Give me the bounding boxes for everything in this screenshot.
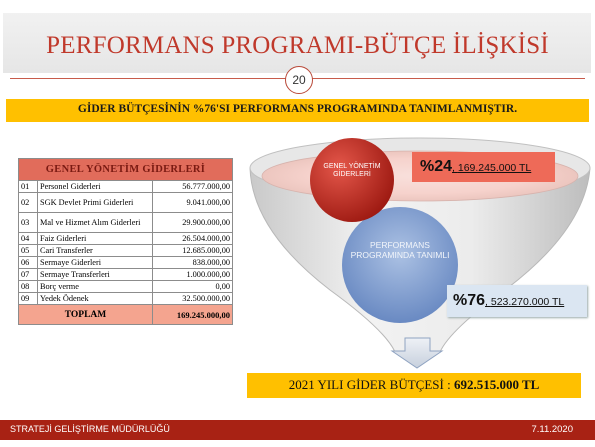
table-row bbox=[19, 257, 233, 269]
row-number: 03 bbox=[19, 213, 38, 233]
row-amount: 0,00 bbox=[153, 281, 233, 293]
row-name: Cari Transferler bbox=[38, 245, 153, 257]
general-admin-expenses-table bbox=[18, 158, 233, 325]
share-76-box: %76, 523.270.000 TL bbox=[447, 285, 587, 317]
table-row bbox=[19, 213, 233, 233]
row-name: SGK Devlet Primi Giderleri bbox=[38, 193, 153, 213]
row-name: Faiz Giderleri bbox=[38, 233, 153, 245]
row-name: Yedek Ödenek bbox=[38, 293, 153, 305]
row-number: 04 bbox=[19, 233, 38, 245]
row-number: 09 bbox=[19, 293, 38, 305]
row-amount: 9.041.000,00 bbox=[153, 193, 233, 213]
row-number: 01 bbox=[19, 181, 38, 193]
table-total-row bbox=[19, 305, 233, 325]
row-name: Borç verme bbox=[38, 281, 153, 293]
total-label: TOPLAM bbox=[19, 305, 153, 325]
row-number: 05 bbox=[19, 245, 38, 257]
footer-organization: STRATEJİ GELİŞTİRME MÜDÜRLÜĞÜ bbox=[10, 424, 170, 434]
row-amount: 32.500.000,00 bbox=[153, 293, 233, 305]
row-name: Personel Giderleri bbox=[38, 181, 153, 193]
share-24-percent: %24 bbox=[420, 158, 453, 175]
table-row bbox=[19, 233, 233, 245]
share-24-amount: 169.245.000 TL bbox=[457, 162, 532, 174]
headline-text: GİDER BÜTÇESİNİN %76'SI PERFORMANS PROGRAMINDA TANIMLANMIŞTIR. bbox=[77, 103, 518, 115]
table-row bbox=[19, 245, 233, 257]
row-number: 08 bbox=[19, 281, 38, 293]
table-row bbox=[19, 193, 233, 213]
row-amount: 838.000,00 bbox=[153, 257, 233, 269]
row-amount: 12.685.000,00 bbox=[153, 245, 233, 257]
share-76-percent: %76 bbox=[453, 292, 486, 309]
row-number: 02 bbox=[19, 193, 38, 213]
table-row bbox=[19, 293, 233, 305]
budget-label: 2021 YILI GİDER BÜTÇESİ : bbox=[288, 377, 451, 392]
general-admin-circle-label: GENEL YÖNETİM GİDERLERİ bbox=[323, 163, 381, 178]
page-title: PERFORMANS PROGRAMI-BÜTÇE İLİŞKİSİ bbox=[46, 32, 549, 59]
row-amount: 29.900.000,00 bbox=[153, 213, 233, 233]
row-number: 07 bbox=[19, 269, 38, 281]
row-amount: 56.777.000,00 bbox=[153, 181, 233, 193]
table-row bbox=[19, 269, 233, 281]
row-name: Sermaye Giderleri bbox=[38, 257, 153, 269]
performance-circle bbox=[342, 207, 458, 323]
budget-amount: 692.515.000 TL bbox=[453, 377, 540, 392]
page-number-badge: 20 bbox=[285, 66, 313, 94]
share-76-amount: 523.270.000 TL bbox=[490, 296, 565, 308]
share-24-box: %24, 169.245.000 TL bbox=[412, 152, 555, 182]
row-name: Mal ve Hizmet Alım Giderleri bbox=[38, 213, 153, 233]
row-amount: 1.000.000,00 bbox=[153, 269, 233, 281]
budget-text bbox=[247, 377, 581, 393]
table-row bbox=[19, 181, 233, 193]
row-name: Sermaye Transferleri bbox=[38, 269, 153, 281]
table-header: GENEL YÖNETİM GİDERLERİ bbox=[19, 159, 233, 181]
total-amount: 169.245.000,00 bbox=[153, 305, 233, 325]
general-admin-circle bbox=[310, 138, 394, 222]
table-row bbox=[19, 281, 233, 293]
row-number: 06 bbox=[19, 257, 38, 269]
performance-circle-label: PERFORMANS PROGRAMINDA TANIMLI bbox=[350, 240, 450, 260]
row-amount: 26.504.000,00 bbox=[153, 233, 233, 245]
footer-date: 7.11.2020 bbox=[531, 424, 573, 435]
